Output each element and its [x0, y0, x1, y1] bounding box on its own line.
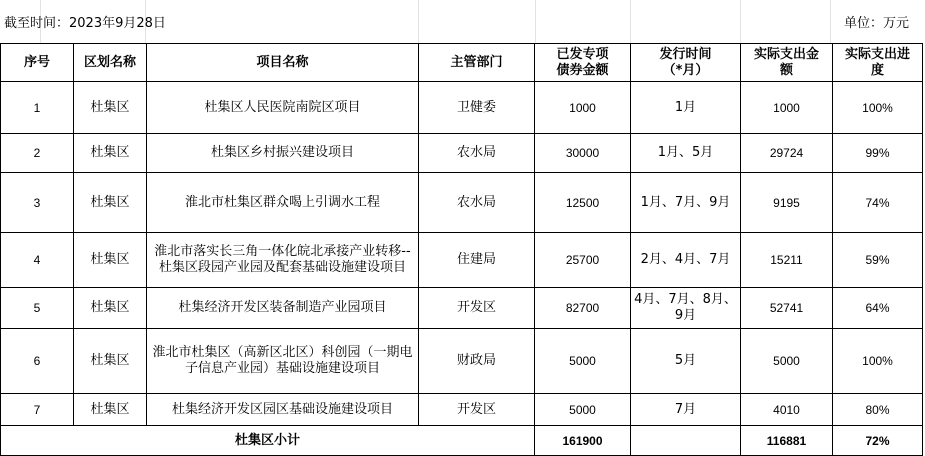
cell-region: 杜集区	[74, 233, 147, 288]
table-row	[1, 288, 923, 329]
report-header	[0, 0, 925, 43]
cell-region: 杜集区	[74, 329, 147, 394]
cell-amount: 1000	[535, 82, 631, 134]
table-row	[1, 233, 923, 288]
cell-spent: 9195	[741, 173, 833, 233]
cell-dept: 开发区	[419, 288, 535, 329]
header-row	[1, 44, 923, 82]
cell-spent: 5000	[741, 329, 833, 394]
table-row	[1, 82, 923, 134]
subtotal-amount: 161900	[535, 426, 631, 456]
cell-project: 淮北市杜集区（高新区北区）科创园（一期电子信息产业园）基础设施建设项目	[147, 329, 419, 394]
cell-no: 3	[1, 173, 74, 233]
cell-amount: 12500	[535, 173, 631, 233]
table-row	[1, 329, 923, 394]
cell-region: 杜集区	[74, 134, 147, 173]
cell-no: 6	[1, 329, 74, 394]
cell-time: 7月	[631, 394, 741, 426]
cell-region: 杜集区	[74, 394, 147, 426]
cell-progress: 100%	[833, 329, 923, 394]
cell-no: 7	[1, 394, 74, 426]
cell-spent: 15211	[741, 233, 833, 288]
col-header-no: 序号	[1, 44, 74, 82]
subtotal-progress: 72%	[833, 426, 923, 456]
cell-progress: 80%	[833, 394, 923, 426]
cell-dept: 卫健委	[419, 82, 535, 134]
cell-progress: 74%	[833, 173, 923, 233]
cell-project: 杜集区乡村振兴建设项目	[147, 134, 419, 173]
col-header-amount: 已发专项 债券金额	[535, 44, 631, 82]
cell-spent: 52741	[741, 288, 833, 329]
unit-label: 单位：万元	[843, 16, 909, 31]
cell-progress: 64%	[833, 288, 923, 329]
col-header-region: 区划名称	[74, 44, 147, 82]
cell-project: 杜集区人民医院南院区项目	[147, 82, 419, 134]
cutoff-date: 截至时间：2023年9月28日	[4, 16, 166, 31]
subtotal-row	[1, 426, 923, 456]
cell-project: 淮北市落实长三角一体化皖北承接产业转移--杜集区段园产业园及配套基础设施建设项目	[147, 233, 419, 288]
subtotal-label: 杜集区小计	[1, 426, 535, 456]
table-row	[1, 394, 923, 426]
subtotal-spent: 116881	[741, 426, 833, 456]
table-row	[1, 134, 923, 173]
cell-region: 杜集区	[74, 288, 147, 329]
cell-amount: 5000	[535, 329, 631, 394]
cell-time: 2月、4月、7月	[631, 233, 741, 288]
cell-no: 2	[1, 134, 74, 173]
cell-spent: 1000	[741, 82, 833, 134]
cell-time: 4月、7月、8月、9月	[631, 288, 741, 329]
cell-dept: 住建局	[419, 233, 535, 288]
cell-dept: 财政局	[419, 329, 535, 394]
cell-time: 1月、7月、9月	[631, 173, 741, 233]
cell-project: 淮北市杜集区群众喝上引调水工程	[147, 173, 419, 233]
cell-project: 杜集经济开发区装备制造产业园项目	[147, 288, 419, 329]
cell-amount: 5000	[535, 394, 631, 426]
cell-region: 杜集区	[74, 173, 147, 233]
cell-dept: 农水局	[419, 134, 535, 173]
cell-time: 1月、5月	[631, 134, 741, 173]
cell-progress: 99%	[833, 134, 923, 173]
cell-spent: 4010	[741, 394, 833, 426]
cell-progress: 100%	[833, 82, 923, 134]
col-header-progress: 实际支出进 度	[833, 44, 923, 82]
cell-time: 1月	[631, 82, 741, 134]
cell-no: 1	[1, 82, 74, 134]
cell-dept: 开发区	[419, 394, 535, 426]
col-header-project: 项目名称	[147, 44, 419, 82]
cell-amount: 82700	[535, 288, 631, 329]
cell-no: 5	[1, 288, 74, 329]
cell-time: 5月	[631, 329, 741, 394]
cell-amount: 30000	[535, 134, 631, 173]
cell-project: 杜集经济开发区园区基础设施建设项目	[147, 394, 419, 426]
cell-no: 4	[1, 233, 74, 288]
cell-progress: 59%	[833, 233, 923, 288]
col-header-time: 发行时间 （*月）	[631, 44, 741, 82]
col-header-dept: 主管部门	[419, 44, 535, 82]
subtotal-time	[631, 426, 741, 456]
cell-dept: 农水局	[419, 173, 535, 233]
bond-project-table	[0, 43, 923, 456]
cell-region: 杜集区	[74, 82, 147, 134]
table-row	[1, 173, 923, 233]
col-header-spent: 实际支出金 额	[741, 44, 833, 82]
cell-amount: 25700	[535, 233, 631, 288]
cell-spent: 29724	[741, 134, 833, 173]
